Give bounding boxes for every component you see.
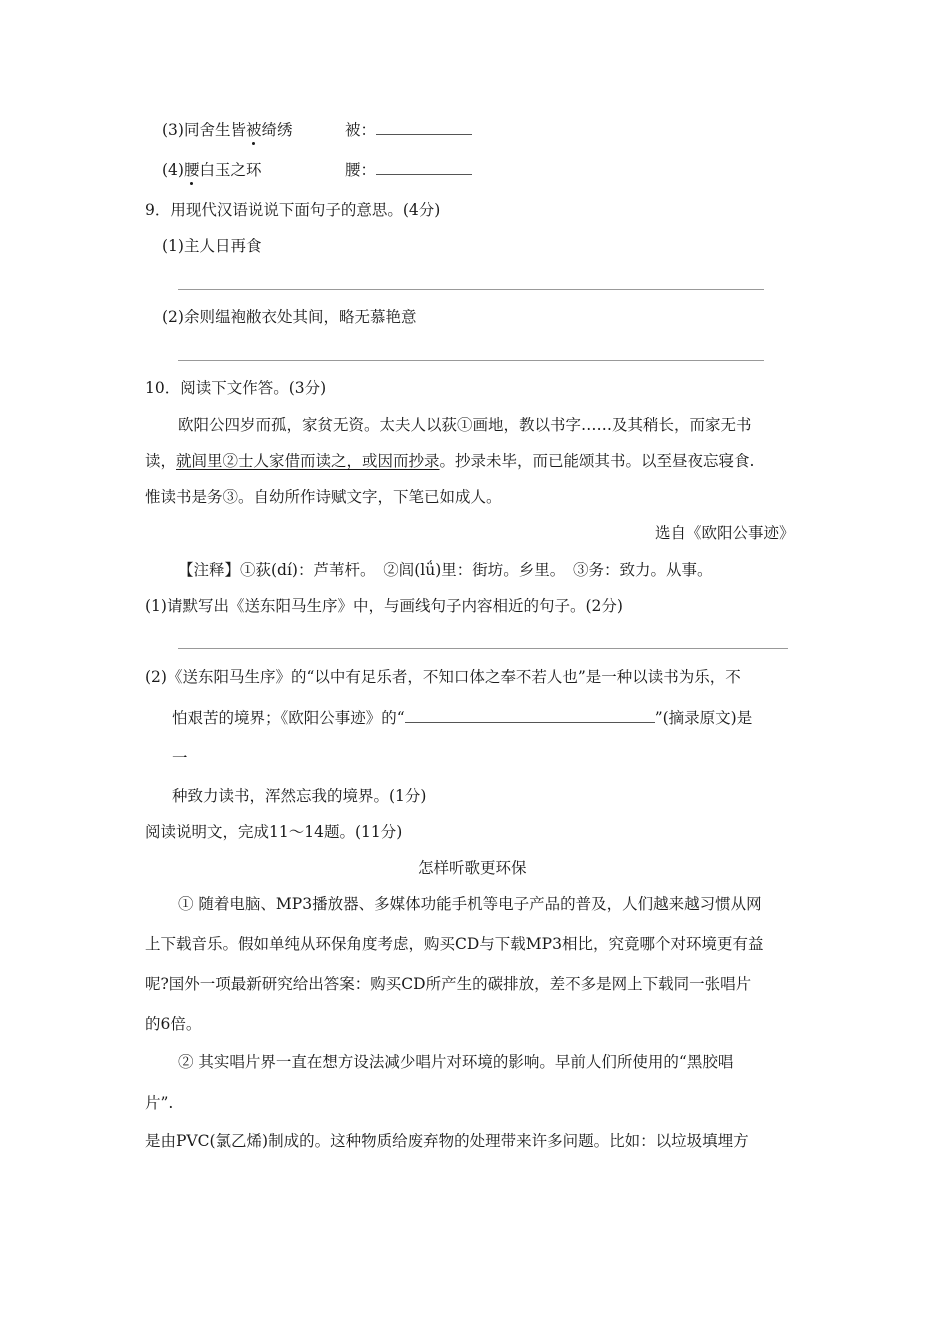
q8-item-4 xyxy=(162,160,262,180)
q9-answer-line-2[interactable] xyxy=(178,360,764,361)
q9-sentence-2: (2)余则缊袍敝衣处其间，略无慕艳意 xyxy=(162,308,417,326)
q10-sub-2-line-2-end: ”(摘录原文)是 xyxy=(654,709,753,727)
article-para-2-line-3: 是由PVC(氯乙烯)制成的。这种物质给废弃物的处理带来许多问题。比如：以垃圾填埋方 xyxy=(145,1132,749,1150)
q9-stem: 9．用现代汉语说说下面句子的意思。(4分) xyxy=(145,201,441,219)
article-para-2-line-1: ② 其实唱片界一直在想方设法减少唱片对环境的影响。早前人们所使用的“黑胶唱 xyxy=(178,1053,734,1071)
q8-item-3-blank[interactable] xyxy=(376,120,472,135)
q10-passage-line-3: 惟读书是务③。自幼所作诗赋文字，下笔已如成人。 xyxy=(145,488,502,506)
q8-item-3-dotted-char: 被 xyxy=(245,121,262,139)
q8-item-3-prefix: (3)同舍生皆 xyxy=(162,121,246,139)
q10-sub-1: (1)请默写出《送东阳马生序》中，与画线句子内容相近的句子。(2分) xyxy=(145,597,623,615)
article-para-1-line-2: 上下载音乐。假如单纯从环保角度考虑，购买CD与下载MP3相比，究竟哪个对环境更有益 xyxy=(145,935,764,953)
q10-notes: 【注释】①荻(dí)：芦苇杆。 ②闾(lǘ)里：街坊。乡里。 ③务：致力。从事。 xyxy=(178,561,713,579)
q10-passage-line-2-start: 读， xyxy=(145,452,177,470)
q8-item-4-prefix: (4) xyxy=(162,161,184,179)
q10-passage-line-2-end: 。抄录未毕，而已能颂其书。以至昼夜忘寝食. xyxy=(439,452,755,470)
q8-item-4-label: 腰： xyxy=(345,161,377,179)
q10-sub-2-line-3: 一 xyxy=(172,749,188,767)
q8-item-4-answer xyxy=(345,160,472,180)
q10-sub-2-line-4: 种致力读书，浑然忘我的境界。(1分) xyxy=(172,787,427,805)
article-para-1-line-4: 的6倍。 xyxy=(145,1015,202,1033)
q8-item-3-suffix: 绮绣 xyxy=(261,121,293,139)
q10-source: 选自《欧阳公事迹》 xyxy=(655,524,795,542)
q10-stem: 10．阅读下文作答。(3分) xyxy=(145,379,327,397)
article-para-1-line-3: 呢?国外一项最新研究给出答案：购买CD所产生的碳排放，差不多是网上下载同一张唱片 xyxy=(145,975,752,993)
q9-answer-line-1[interactable] xyxy=(178,289,764,290)
article-para-2-line-2: 片”. xyxy=(145,1094,174,1112)
q9-sentence-1: (1)主人日再食 xyxy=(162,237,262,255)
article-para-1-line-1: ① 随着电脑、MP3播放器、多媒体功能手机等电子产品的普及，人们越来越习惯从网 xyxy=(178,895,762,913)
q8-item-4-blank[interactable] xyxy=(376,160,472,175)
q10-underlined-sentence: 就闾里②士人家借而读之，或因而抄录 xyxy=(176,452,440,470)
q8-item-3-label: 被： xyxy=(345,121,377,139)
q10-sub-2-line-1: (2)《送东阳马生序》的“以中有足乐者，不知口体之奉不若人也”是一种以读书为乐，不 xyxy=(145,668,741,686)
q8-item-3-answer xyxy=(345,120,472,140)
q10-sub-1-answer-line[interactable] xyxy=(178,648,788,649)
section-instruction: 阅读说明文，完成11～14题。(11分) xyxy=(145,823,403,841)
q10-passage-line-1: 欧阳公四岁而孤，家贫无资。太夫人以荻①画地，教以书字……及其稍长，而家无书 xyxy=(178,416,752,434)
q8-item-4-dotted-char: 腰 xyxy=(183,161,200,179)
q8-item-4-suffix: 白玉之环 xyxy=(199,161,262,179)
q10-sub-2-blank[interactable] xyxy=(405,708,655,723)
q10-sub-2-line-2 xyxy=(172,708,752,728)
article-title: 怎样听歌更环保 xyxy=(418,859,527,877)
q10-passage-line-2 xyxy=(145,451,754,471)
q8-item-3 xyxy=(162,120,293,140)
q10-sub-2-line-2-start: 怕艰苦的境界；《欧阳公事迹》的“ xyxy=(172,709,405,727)
